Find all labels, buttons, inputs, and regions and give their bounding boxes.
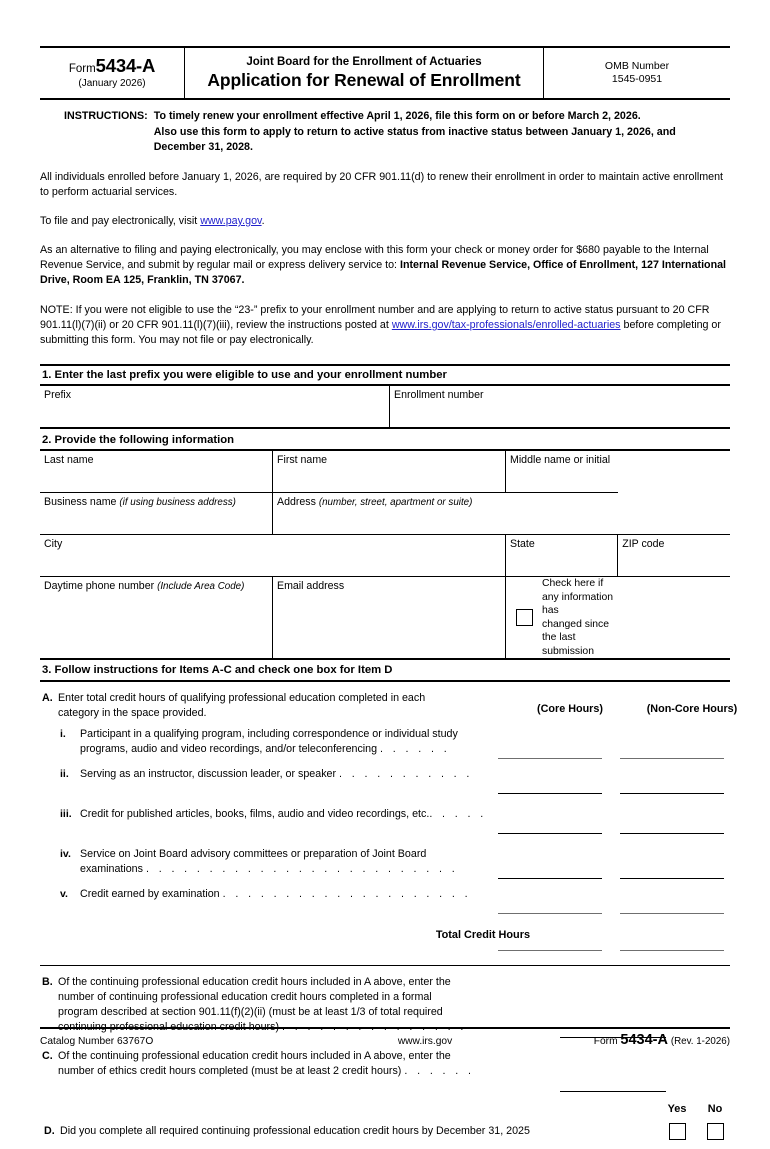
item-b-line1: Of the continuing professional education credit hours included in A above, enter the: [58, 976, 451, 989]
zip-field-cell[interactable]: [618, 535, 730, 577]
address-field-cell[interactable]: [273, 493, 618, 535]
phone-label: [44, 580, 244, 592]
catalog-number: Catalog Number 63767O: [40, 1036, 154, 1047]
phone-label-text: Daytime phone number: [44, 580, 155, 593]
subitem-v-core-input-line[interactable]: [498, 913, 602, 914]
item-d-yes-checkbox[interactable]: [669, 1123, 686, 1140]
subitem-v-line1: Credit earned by examination: [80, 888, 220, 901]
item-c-text: [58, 1049, 508, 1079]
item-a-letter: A.: [42, 692, 53, 705]
item-c-leader-dots: . . . . . .: [404, 1065, 475, 1078]
footer-form-number: 5434-A: [620, 1032, 668, 1048]
item-c-line2: [58, 1064, 508, 1079]
last-name-label: Last name: [44, 454, 94, 467]
form-footer: [40, 1027, 730, 1048]
first-name-field-cell[interactable]: [273, 450, 506, 493]
paragraph-mail-payment: [40, 243, 730, 289]
item-b-line3: program described at section 901.11(f)(2)(ii) (must be at least 1/3 of total required: [58, 1006, 443, 1019]
form-page: [0, 46, 770, 1138]
item-b-block: [40, 965, 730, 1035]
instructions-label: INSTRUCTIONS:: [64, 110, 148, 122]
city-field-cell[interactable]: [40, 535, 506, 577]
city-label: City: [44, 538, 63, 551]
item-a-subitems: [40, 727, 730, 955]
subitem-i-noncore-input-line[interactable]: [620, 758, 724, 759]
info-changed-label-line1: Check here if any information has: [542, 578, 614, 617]
first-name-label: First name: [277, 454, 328, 467]
section-2-heading: 2. Provide the following information: [42, 434, 235, 447]
subitem-iii-noncore-input-line[interactable]: [620, 833, 724, 834]
info-changed-label: [542, 577, 618, 658]
address-label-text: Address: [277, 496, 316, 509]
paragraph-efile: [40, 214, 730, 229]
omb-label: OMB Number: [604, 59, 670, 72]
item-d-instruction: [42, 1125, 530, 1137]
subitem-ii: [40, 767, 730, 807]
item-a-block: [40, 691, 738, 721]
instructions-line-3: December 31, 2028.: [153, 141, 253, 154]
last-name-field-cell[interactable]: [40, 450, 273, 493]
item-a-line2: category in the space provided.: [58, 707, 207, 720]
agency-name: Joint Board for the Enrollment of Actuaries: [246, 56, 482, 69]
footer-form-identity: [520, 1032, 730, 1048]
table-row: [40, 493, 730, 535]
subitem-iv-line2-text: examinations: [80, 863, 143, 876]
business-name-label-text: Business name: [44, 496, 117, 509]
item-c-line1: Of the continuing professional education credit hours included in A above, enter the: [58, 1050, 451, 1063]
subitem-ii-core-input-line[interactable]: [498, 793, 602, 794]
info-changed-checkbox-group[interactable]: [506, 577, 618, 658]
irs-enrolled-actuaries-link[interactable]: www.irs.gov/tax-professionals/enrolled-actuaries: [391, 318, 621, 331]
email-field-cell[interactable]: [273, 577, 506, 659]
enrollment-number-label: Enrollment number: [394, 389, 484, 402]
subitem-iv-text: [80, 847, 495, 877]
item-c-input-line[interactable]: [560, 1091, 666, 1092]
info-changed-cell[interactable]: [506, 577, 618, 659]
prefix-field-cell[interactable]: [40, 385, 390, 428]
form-date: (January 2026): [78, 78, 146, 90]
subitem-i-numeral: i.: [60, 728, 66, 741]
instructions-line-2: Also use this form to apply to return to active status from inactive status between January 1, 2026, and: [153, 125, 676, 138]
subitem-i-leader-dots: . . . . . .: [380, 743, 451, 756]
note-posttext: before completing or submitting this form. You may not file or pay electronically.: [40, 318, 721, 347]
address-label: [277, 496, 472, 508]
paragraph-note: [40, 303, 730, 349]
subitem-iii-numeral: iii.: [60, 808, 72, 821]
email-label: Email address: [277, 580, 345, 593]
form-header: [40, 46, 730, 100]
subitem-v-noncore-input-line[interactable]: [620, 913, 724, 914]
section-1-table: [40, 384, 730, 429]
item-d-no-checkbox[interactable]: [707, 1123, 724, 1140]
core-hours-column-header: (Core Hours): [537, 703, 603, 716]
state-field-cell[interactable]: [506, 535, 618, 577]
prefix-label: Prefix: [44, 389, 72, 402]
subitem-v: [40, 887, 730, 925]
page-title: Application for Renewal of Enrollment: [207, 69, 521, 90]
yes-column-header: Yes: [667, 1103, 687, 1116]
form-word-label: Form: [68, 62, 96, 75]
section-1-heading: 1. Enter the last prefix you were eligible to use and your enrollment number: [40, 364, 730, 384]
footer-revision: (Rev. 1-2026): [670, 1036, 730, 1047]
business-name-field-cell[interactable]: [40, 493, 273, 535]
info-changed-checkbox[interactable]: [516, 609, 533, 626]
subitem-v-leader-dots: . . . . . . . . . . . . . . . . . . . .: [222, 888, 472, 901]
irs-website: www.irs.gov: [397, 1036, 453, 1047]
table-row: [40, 450, 730, 493]
item-b-line2: number of continuing professional education credit hours completed in a formal: [58, 991, 432, 1004]
subitem-ii-numeral: ii.: [60, 768, 69, 781]
subitem-ii-noncore-input-line[interactable]: [620, 793, 724, 794]
subitem-i-line2: [80, 742, 495, 757]
note-pretext: NOTE: If you were not eligible to use the “23-” prefix to your enrollment number and are applying to return to active status pursuant to 20 CFR 901.11(l)(7)(ii) or 20 CFR 901.11(l)(7)(iii), review the instructions posted at: [40, 303, 710, 331]
middle-name-label: Middle name or initial: [510, 454, 611, 467]
form-number-line: [68, 54, 156, 76]
subitem-iii-leader-dots: . . . . .: [429, 808, 487, 821]
address-hint: (number, street, apartment or suite): [318, 497, 473, 509]
subitem-iv-leader-dots: . . . . . . . . . . . . . . . . . . . . . . . . .: [145, 863, 459, 876]
middle-name-field-cell[interactable]: [506, 450, 618, 493]
form-identity-block: [40, 48, 185, 98]
enrollment-number-field-cell[interactable]: [390, 385, 731, 428]
subitem-ii-leader-dots: . . . . . . . . . . .: [339, 768, 473, 781]
state-label: State: [510, 538, 535, 551]
instructions-text: [154, 109, 676, 156]
subitem-iii-text: [80, 807, 520, 822]
subitem-i-text: [80, 727, 495, 757]
total-noncore-input-line[interactable]: [620, 950, 724, 951]
item-c-letter: C.: [42, 1050, 53, 1063]
item-b-letter: B.: [42, 976, 53, 989]
section-3-heading: 3. Follow instructions for Items A-C and check one box for Item D: [40, 660, 730, 682]
mail-payment-text: As an alternative to filing and paying electronically, you may enclose with this form your check or money order for $680 payable to the Internal Revenue Service, and submit by regular mail or express delivery service to:: [40, 244, 709, 272]
subitem-iii-core-input-line[interactable]: [498, 833, 602, 834]
subitem-ii-text: [80, 767, 510, 782]
subitem-i: [40, 727, 730, 767]
form-number: 5434-A: [95, 54, 156, 76]
info-changed-label-line2: changed since the last submission: [542, 618, 610, 657]
subitem-ii-line1: Serving as an instructor, discussion leader, or speaker: [80, 768, 337, 781]
subitem-v-text: [80, 887, 520, 902]
omb-number: 1545-0951: [611, 73, 663, 85]
business-name-label: [44, 496, 236, 508]
instructions-line-1: To timely renew your enrollment effective April 1, 2026, file this form on or before March 2, 2026.: [153, 110, 641, 122]
subitem-v-numeral: v.: [60, 888, 68, 901]
subitem-iv-numeral: iv.: [60, 848, 71, 861]
mail-payment-address: Internal Revenue Service, Office of Enrollment, 127 International Drive, Room EA 125, Franklin, TN 37067.: [40, 259, 727, 287]
item-a-line1: Enter total credit hours of qualifying professional education completed in each: [58, 692, 426, 705]
non-core-hours-column-header: (Non-Core Hours): [646, 703, 738, 716]
subitem-iv-line1: Service on Joint Board advisory committees or preparation of Joint Board: [80, 848, 427, 861]
footer-form-word: Form: [593, 1036, 618, 1047]
total-credit-hours-label: Total Credit Hours: [435, 929, 530, 942]
table-row: [40, 577, 730, 659]
subitem-iv-noncore-input-line[interactable]: [620, 878, 724, 879]
zip-label: ZIP code: [622, 538, 665, 551]
item-d-block: [40, 1103, 730, 1149]
paygov-link[interactable]: www.pay.gov: [200, 214, 262, 227]
subitem-iii: [40, 807, 730, 847]
subitem-iv-core-input-line[interactable]: [498, 878, 602, 879]
section-2: [40, 429, 730, 658]
subitem-i-core-input-line[interactable]: [498, 758, 602, 759]
section-1: [40, 364, 730, 429]
omb-block: [544, 48, 730, 98]
phone-field-cell[interactable]: [40, 577, 273, 659]
item-c-line2-text: number of ethics credit hours completed (must be at least 2 credit hours): [58, 1065, 402, 1078]
subitem-i-line1: Participant in a qualifying program, including correspondence or individual study: [80, 728, 458, 741]
subitem-iv-line2: [80, 862, 495, 877]
item-b-leader-dots: . . . . . . . . . . . . . . .: [282, 1021, 467, 1034]
item-b-line4-text: continuing professional education credit hours): [58, 1021, 280, 1034]
efile-posttext: .: [261, 214, 265, 227]
instructions-block: [40, 109, 730, 156]
item-c-block: [40, 1049, 730, 1079]
item-d-letter: D.: [44, 1125, 55, 1138]
total-credit-hours-row: [40, 925, 730, 955]
subitem-iv: [40, 847, 730, 887]
phone-hint: (Include Area Code): [157, 581, 245, 593]
item-d-text: Did you complete all required continuing professional education credit hours by December 31, 2025: [60, 1125, 530, 1138]
table-row: [40, 535, 730, 577]
section-3: [40, 658, 738, 1149]
subitem-iii-line1: Credit for published articles, books, films, audio and video recordings, etc.: [80, 808, 430, 821]
form-title-block: [185, 48, 544, 98]
efile-pretext: To file and pay electronically, visit: [40, 214, 201, 227]
total-core-input-line[interactable]: [498, 950, 602, 951]
section-2-table: [40, 449, 730, 658]
paragraph-enrollment-requirement: All individuals enrolled before January 1, 2026, are required by 20 CFR 901.11(d) to renew their enrollment in order to maintain active enrollment to perform actuarial services.: [40, 170, 723, 198]
subitem-i-line2-text: programs, audio and video recordings, and/or teleconferencing: [80, 743, 378, 756]
business-name-hint: (if using business address): [119, 497, 236, 509]
no-column-header: No: [707, 1103, 723, 1116]
